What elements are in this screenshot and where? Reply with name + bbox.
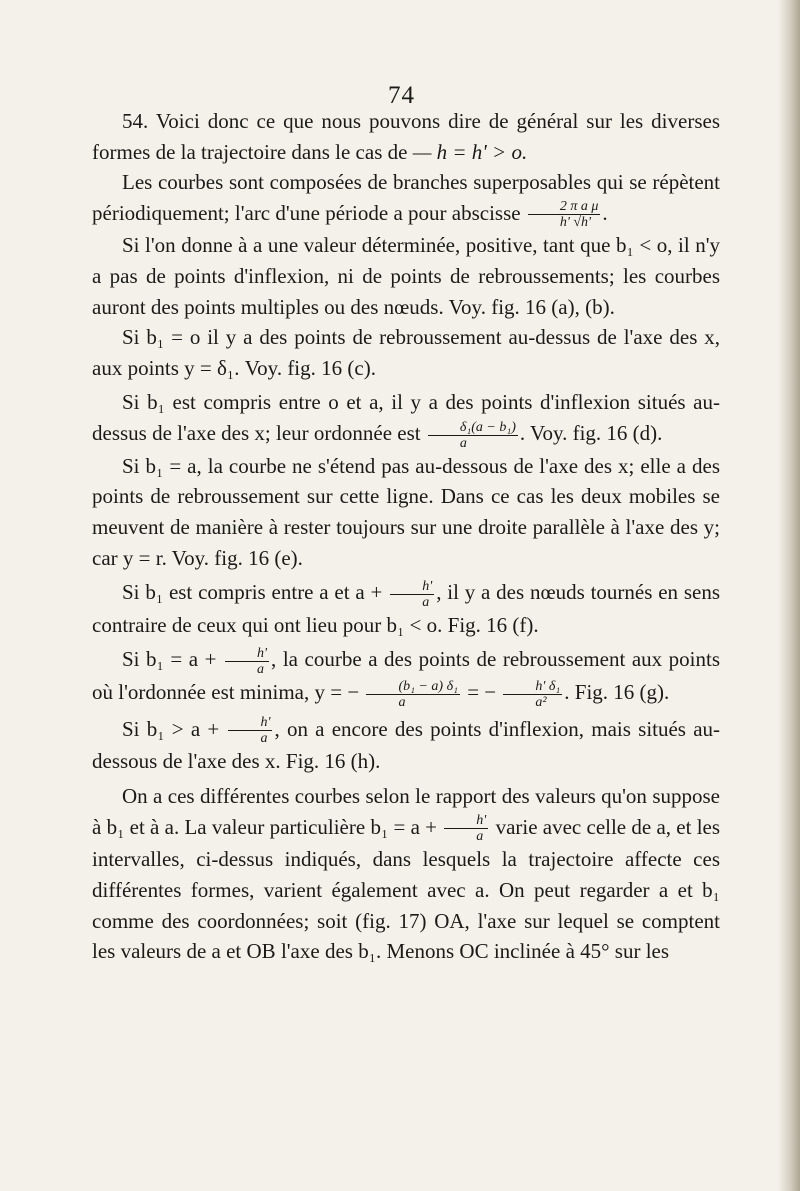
paragraph-case-between bbox=[92, 387, 720, 450]
minima-fraction-denominator: a bbox=[257, 662, 265, 678]
greater-fraction bbox=[228, 715, 272, 746]
paragraph-case-equal: Si b₁ = a, la courbe ne s'étend pas au-dessous de l'axe des x; elle a des points de rebroussement sur cette ligne. Dans ce cas les deux mobiles se meuvent de manière à rester toujours sur une droite parallèle à l'axe des y; car y = r. Voy. fig. 16 (e). bbox=[92, 453, 720, 570]
minima-equals: = − bbox=[467, 680, 497, 705]
nodes-fraction-numerator: h' bbox=[390, 579, 434, 595]
paragraph-conclusion-text: On a ces différentes courbes selon le rapport des valeurs qu'on suppose à b₁ et à a. La valeur particulière b₁ = a + bbox=[92, 784, 720, 839]
paragraph-case-minima-text: Si b₁ = a + bbox=[122, 647, 217, 672]
period-fraction-numerator: 2 π a μ bbox=[528, 199, 601, 215]
paragraph-54 bbox=[92, 106, 720, 167]
conclusion-fraction-numerator: h' bbox=[444, 813, 488, 829]
paragraph-period-text: Les courbes sont composées de branches superposables qui se répètent périodiquement; l'arc d'une période a pour abscisse bbox=[92, 170, 720, 225]
minima-ordinate-2-numerator: h' δ₁ bbox=[503, 679, 562, 695]
ordinate-fraction bbox=[428, 420, 518, 451]
minima-ordinate-fraction bbox=[366, 679, 460, 710]
paragraph-case-nodes bbox=[92, 577, 720, 640]
minima-fraction-numerator: h' bbox=[225, 646, 269, 662]
period-fraction bbox=[528, 199, 601, 230]
minima-ordinate-fraction-2 bbox=[503, 679, 562, 710]
paragraph-case-minima bbox=[92, 644, 720, 709]
paragraph-case-negative: Si l'on donne à a une valeur déterminée, positive, tant que b₁ < o, il n'y a pas de points d'inflexion, ni de points de rebroussements; les courbes auront des points multiples ou des nœuds. Voy. fig. 16 (a), (b). bbox=[92, 233, 720, 319]
paragraph-case-between-end: . Voy. fig. 16 (d). bbox=[519, 421, 663, 446]
paragraph-case-zero: Si b₁ = o il y a des points de rebroussement au-dessus de l'axe des x, aux points y = δ₁. Voy. fig. 16 (c). bbox=[92, 325, 720, 380]
greater-fraction-numerator: h' bbox=[228, 715, 272, 731]
body-text bbox=[92, 106, 720, 967]
paragraph-case-nodes-text: Si b₁ est compris entre a et a + bbox=[122, 580, 383, 605]
nodes-fraction bbox=[390, 579, 434, 610]
conclusion-fraction-denominator: a bbox=[476, 829, 484, 845]
nodes-fraction-denominator: a bbox=[422, 594, 430, 610]
page-number: 74 bbox=[388, 82, 415, 109]
page-edge-shadow bbox=[778, 0, 800, 1191]
minima-ordinate-numerator: (b₁ − a) δ₁ bbox=[366, 679, 460, 695]
greater-fraction-denominator: a bbox=[260, 731, 268, 747]
ordinate-fraction-denominator: a bbox=[459, 435, 467, 451]
paragraph-case-greater-end: , on a encore des points d'inflexion, mais situés au-dessous de l'axe des x. Fig. 16 (h). bbox=[92, 716, 721, 774]
paragraph-case-greater bbox=[92, 714, 720, 777]
paragraph-case-nodes-end: , il y a des nœuds tournés en sens contraire de ceux qui ont lieu pour b₁ < o. Fig. 16 (f). bbox=[92, 580, 720, 637]
ordinate-fraction-numerator: δ₁(a − b₁) bbox=[428, 420, 518, 436]
paragraph-54-text: 54. Voici donc ce que nous pouvons dire de général sur les diverses formes de la trajectoire dans le cas de bbox=[92, 109, 720, 164]
paragraph-conclusion bbox=[92, 781, 720, 967]
paragraph-conclusion-end: varie avec celle de a, et les intervalles, ci-dessus indiqués, dans lesquels la trajectoire affecte ces différentes formes, varient également avec a. On peut regarder a et b₁ comme des coordonnées; soit (fig. 17) OA, l'axe sur lequel se comptent les valeurs de a et OB l'axe des b₁. Menons OC inclinée à 45° sur les bbox=[92, 814, 721, 964]
paragraph-case-minima-end: . Fig. 16 (g). bbox=[564, 680, 670, 705]
conclusion-fraction bbox=[444, 813, 488, 844]
paragraph-case-greater-text: Si b₁ > a + bbox=[122, 716, 220, 741]
minima-ordinate-denominator: a bbox=[398, 694, 406, 710]
paragraph-period: Les courbes sont composées de branches superposables qui se répètent périodiquement; l'arc d'une période a pour abscisse $\frac{\text{2 π a μ}}{h' √h'}$ . bbox=[92, 170, 720, 231]
minima-fraction bbox=[225, 646, 269, 677]
minima-ordinate-2-denominator: a² bbox=[535, 694, 547, 710]
paragraph-case-minima-middle: , la courbe a des points de rebroussement aux points où l'ordonnée est minima, y = − bbox=[92, 647, 721, 705]
period-fraction-denominator: h' √h' bbox=[559, 215, 592, 231]
paragraph-54-condition: — h = h' > o. bbox=[412, 139, 528, 164]
paragraph-case-between-text: Si b₁ est compris entre o et a, il y a des points d'inflexion situés au-dessus de l'axe des x; leur ordonnée est bbox=[92, 390, 720, 446]
